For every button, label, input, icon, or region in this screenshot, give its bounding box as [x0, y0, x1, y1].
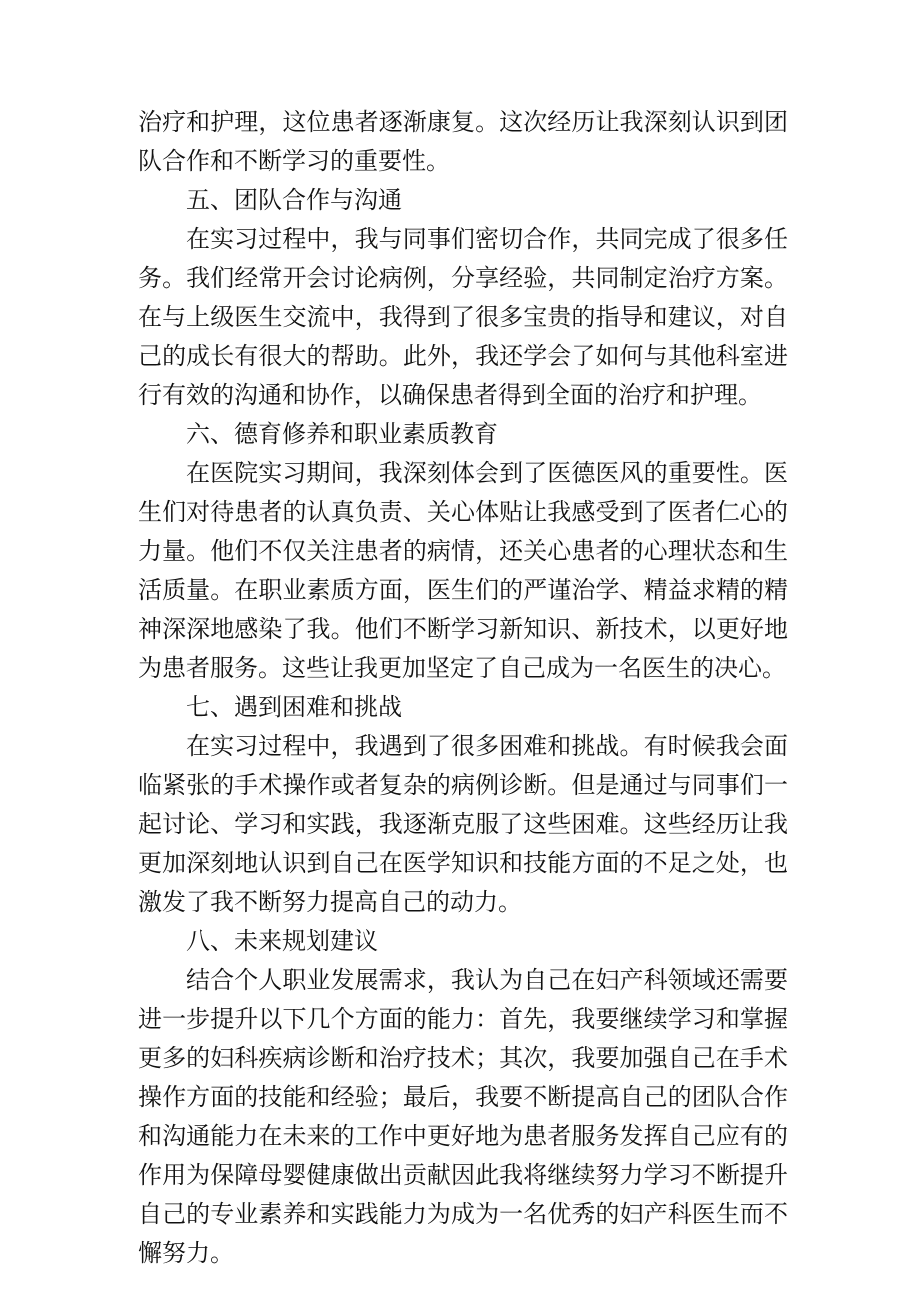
section-heading-difficulties: 七、遇到困难和挑战	[186, 693, 402, 721]
paragraph-difficulties: 在实习过程中，我遇到了很多困难和挑战。有时候我会面临紧张的手术操作或者复杂的病例诊断。但是通过与同事们一起讨论、学习和实践，我逐渐克服了这些困难。这些经历让我更加深刻地认识到自己在医学知识和技能方面的不足之处，也激发了我不断努力提高自己的动力。	[138, 732, 788, 916]
section-heading-future-plans: 八、未来规划建议	[186, 927, 378, 955]
section-heading-ethics-education: 六、德育修养和职业素质教育	[186, 420, 498, 448]
section-heading-team-communication: 五、团队合作与沟通	[186, 186, 402, 214]
paragraph-ethics-education: 在医院实习期间，我深刻体会到了医德医风的重要性。医生们对待患者的认真负责、关心体贴让我感受到了医者仁心的力量。他们不仅关注患者的病情，还关心患者的心理状态和生活质量。在职业素质方面，医生们的严谨治学、精益求精的精神深深地感染了我。他们不断学习新知识、新技术，以更好地为患者服务。这些让我更加坚定了自己成为一名医生的决心。	[138, 459, 788, 682]
paragraph-team-communication: 在实习过程中，我与同事们密切合作，共同完成了很多任务。我们经常开会讨论病例，分享经验，共同制定治疗方案。在与上级医生交流中，我得到了很多宝贵的指导和建议，对自己的成长有很大的帮助。此外，我还学会了如何与其他科室进行有效的沟通和协作，以确保患者得到全面的治疗和护理。	[138, 225, 788, 409]
paragraph-future-plans: 结合个人职业发展需求，我认为自己在妇产科领域还需要进一步提升以下几个方面的能力：首先，我要继续学习和掌握更多的妇科疾病诊断和治疗技术；其次，我要加强自己在手术操作方面的技能和经验；最后，我要不断提高自己的团队合作和沟通能力在未来的工作中更好地为患者服务发挥自己应有的作用为保障母婴健康做出贡献因此我将继续努力学习不断提升自己的专业素养和实践能力为成为一名优秀的妇产科医生而不懈努力。	[138, 966, 788, 1267]
document-body	[138, 103, 788, 1273]
paragraph-continuation: 治疗和护理，这位患者逐渐康复。这次经历让我深刻认识到团队合作和不断学习的重要性。	[138, 108, 788, 175]
